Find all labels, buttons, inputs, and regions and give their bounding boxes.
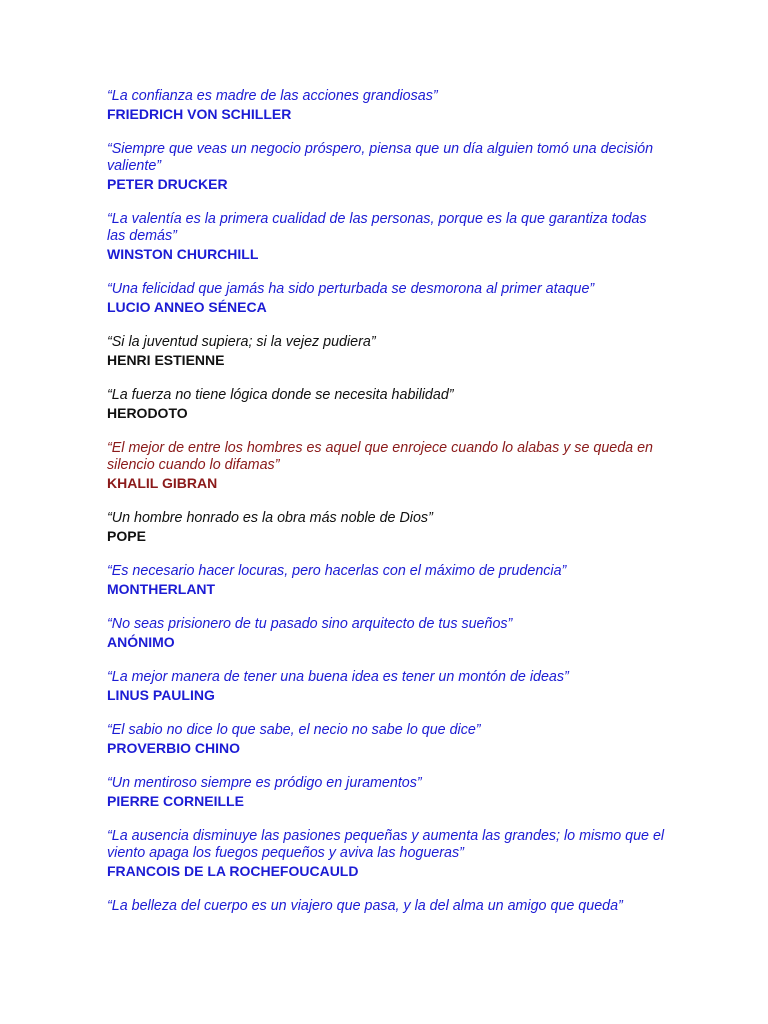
quote-author: PROVERBIO CHINO (107, 740, 241, 756)
quote-text: “Si la juventud supiera; si la vejez pudiera” (107, 334, 376, 350)
quote-text: “Siempre que veas un negocio próspero, piensa que un día alguien tomó una decisión valiente” (107, 141, 654, 174)
quote-entry (107, 387, 667, 422)
quote-author: WINSTON CHURCHILL (107, 246, 259, 262)
quotes-document (107, 88, 667, 933)
quote-author: LUCIO ANNEO SÉNECA (107, 299, 267, 315)
quote-entry (107, 88, 667, 123)
quote-text: “No seas prisionero de tu pasado sino arquitecto de tus sueños” (107, 616, 513, 632)
quote-author: PIERRE CORNEILLE (107, 793, 244, 809)
quote-entry (107, 211, 667, 263)
quote-entry (107, 775, 667, 810)
quote-author: LINUS PAULING (107, 687, 215, 703)
quote-text: “El mejor de entre los hombres es aquel que enrojece cuando lo alabas y se queda en silencio cuando lo difamas” (107, 440, 654, 473)
quote-author: ANÓNIMO (107, 634, 175, 650)
quote-entry (107, 440, 667, 492)
quote-text: “La confianza es madre de las acciones grandiosas” (107, 88, 438, 104)
quote-entry (107, 563, 667, 598)
quote-text: “Es necesario hacer locuras, pero hacerlas con el máximo de prudencia” (107, 563, 567, 579)
quote-text: “La fuerza no tiene lógica donde se necesita habilidad” (107, 387, 454, 403)
quote-text: “Un hombre honrado es la obra más noble de Dios” (107, 510, 433, 526)
quote-author: FRANCOIS DE LA ROCHEFOUCAULD (107, 863, 359, 879)
quote-author: HERODOTO (107, 405, 188, 421)
quote-entry (107, 898, 667, 915)
quote-author: POPE (107, 528, 146, 544)
quote-text: “Una felicidad que jamás ha sido perturbada se desmorona al primer ataque” (107, 281, 595, 297)
quote-entry (107, 722, 667, 757)
quote-author: HENRI ESTIENNE (107, 352, 225, 368)
quote-entry (107, 669, 667, 704)
quote-entry (107, 828, 667, 880)
quote-text: “La valentía es la primera cualidad de las personas, porque es la que garantiza todas las demás” (107, 211, 647, 244)
quote-entry (107, 616, 667, 651)
quote-entry (107, 334, 667, 369)
quote-entry (107, 141, 667, 193)
quote-text: “El sabio no dice lo que sabe, el necio no sabe lo que dice” (107, 722, 481, 738)
quote-text: “La ausencia disminuye las pasiones pequeñas y aumenta las grandes; lo mismo que el viento apaga los fuegos pequeños y aviva las hogueras” (107, 828, 665, 861)
quote-author: KHALIL GIBRAN (107, 475, 218, 491)
quote-entry (107, 281, 667, 316)
quote-text: “Un mentiroso siempre es pródigo en juramentos” (107, 775, 422, 791)
quote-entry (107, 510, 667, 545)
quote-author: FRIEDRICH VON SCHILLER (107, 106, 292, 122)
quote-text: “La belleza del cuerpo es un viajero que pasa, y la del alma un amigo que queda” (107, 898, 623, 914)
quote-author: PETER DRUCKER (107, 176, 228, 192)
quote-author: MONTHERLANT (107, 581, 216, 597)
quote-text: “La mejor manera de tener una buena idea es tener un montón de ideas” (107, 669, 569, 685)
